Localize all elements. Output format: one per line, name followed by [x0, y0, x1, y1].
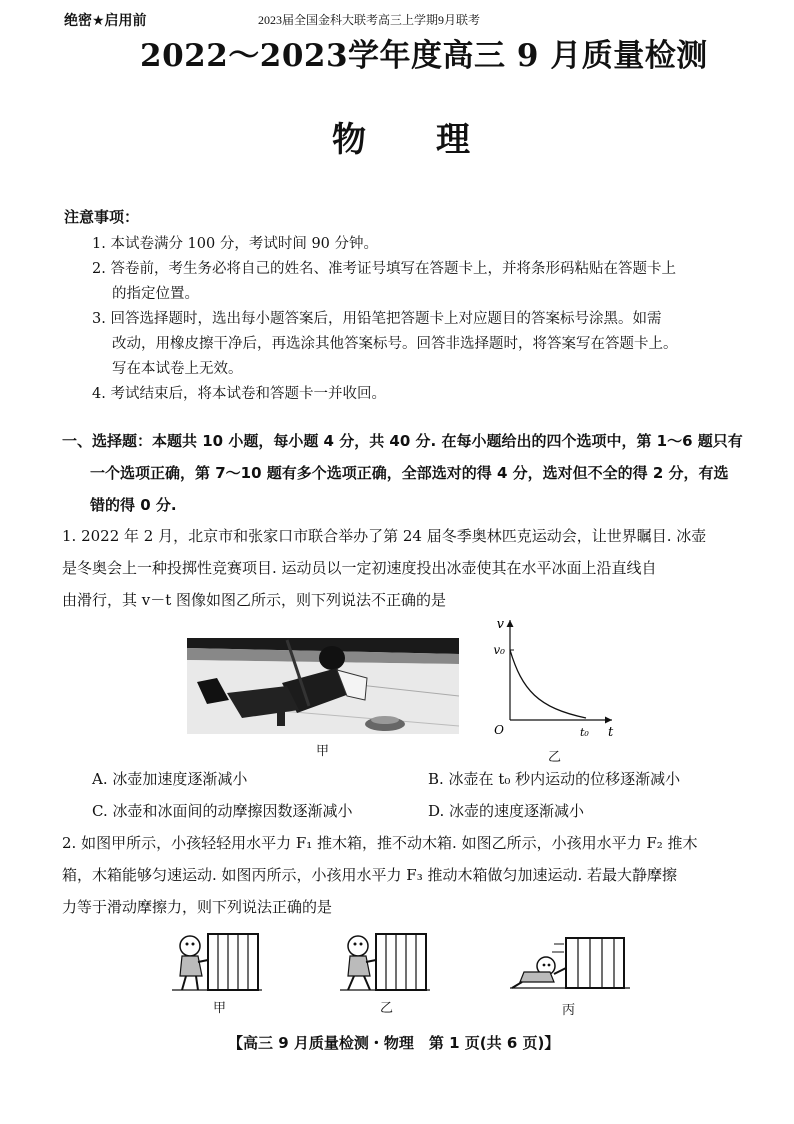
- curling-photo: [187, 638, 459, 734]
- notice-line-3: 3. 回答选择题时，选出每小题答案后，用铅笔把答题卡上对应题目的答案标号涂黑。如需: [92, 311, 662, 327]
- vt-curve: [510, 650, 586, 718]
- notice-line-4: 4. 考试结束后，将本试卷和答题卡一并收回。: [92, 386, 386, 402]
- q1-line-1: 1. 2022 年 2 月，北京市和张家口市联合举办了第 24 届冬季奥林匹克运动会，让世界瞩目. 冰壶: [62, 527, 707, 545]
- vt-t0-label: t₀: [580, 726, 589, 739]
- q2-line-1: 2. 如图甲所示，小孩轻轻用水平力 F₁ 推木箱，推不动木箱. 如图乙所示，小孩用水平力 F₂ 推木: [62, 834, 698, 852]
- q2-fig-a-label: 甲: [213, 1001, 227, 1016]
- subject-title: 物理: [332, 120, 540, 160]
- notice-line-3-cont2: 写在本试卷上无效。: [112, 361, 243, 377]
- push-figure-a: [172, 930, 262, 998]
- exam-name: 2023届全国金科大联考高三上学期9月联考: [258, 13, 481, 27]
- confidential-label: 绝密★启用前: [64, 13, 147, 29]
- q2-fig-c-label: 丙: [562, 1003, 576, 1018]
- notice-heading: 注意事项：: [64, 208, 140, 226]
- push-figure-c: [510, 936, 630, 998]
- notice-line-2: 2. 答卷前，考生务必将自己的姓名、准考证号填写在答题卡上，并将条形码粘贴在答题卡上: [92, 261, 676, 277]
- notice-line-3-cont: 改动，用橡皮擦干净后，再选涂其他答案标号。回答非选择题时，将答案写在答题卡上。: [112, 336, 678, 352]
- section-heading-line-3: 错的得 0 分.: [90, 496, 177, 514]
- vt-graph: [490, 612, 620, 742]
- section-heading-line-1: 一、选择题：本题共 10 小题，每小题 4 分，共 40 分. 在每小题给出的四个选项中，第 1～6 题只有: [62, 432, 743, 450]
- q1-line-3: 由滑行，其 v－t 图像如图乙所示，则下列说法不正确的是: [62, 591, 447, 609]
- page-footer: 【高三 9 月质量检测・物理 第 1 页(共 6 页)】: [228, 1034, 560, 1052]
- q2-fig-b-label: 乙: [380, 1001, 394, 1016]
- page-title: 2022～2023学年度高三 9 月质量检测: [140, 38, 708, 74]
- q1-option-b: B. 冰壶在 t₀ 秒内运动的位移逐渐减小: [428, 770, 681, 788]
- q1-line-2: 是冬奥会上一种投掷性竞赛项目. 运动员以一定初速度投出冰壶使其在水平冰面上沿直线自: [62, 559, 657, 577]
- vt-v0-label: v₀: [493, 643, 505, 657]
- vt-origin-label: O: [494, 723, 504, 737]
- fig-a-label: 甲: [316, 744, 330, 759]
- vt-x-label: t: [608, 725, 614, 740]
- section-heading-line-2: 一个选项正确，第 7～10 题有多个选项正确，全部选对的得 4 分，选对但不全的得 2 分，有选: [90, 464, 729, 482]
- q1-option-d: D. 冰壶的速度逐渐减小: [428, 802, 585, 820]
- notice-line-1: 1. 本试卷满分 100 分，考试时间 90 分钟。: [92, 236, 379, 252]
- q2-line-3: 力等于滑动摩擦力，则下列说法正确的是: [62, 898, 333, 916]
- q1-option-a: A. 冰壶加速度逐渐减小: [92, 770, 248, 788]
- vt-y-label: v: [496, 617, 504, 632]
- push-figure-b: [340, 930, 430, 998]
- fig-b-label: 乙: [548, 750, 562, 765]
- q1-option-c: C. 冰壶和冰面间的动摩擦因数逐渐减小: [92, 802, 353, 820]
- notice-line-2-cont: 的指定位置。: [112, 286, 199, 302]
- q2-line-2: 箱，木箱能够匀速运动. 如图丙所示，小孩用水平力 F₃ 推动木箱做匀加速运动. 若最大静摩擦: [62, 866, 678, 884]
